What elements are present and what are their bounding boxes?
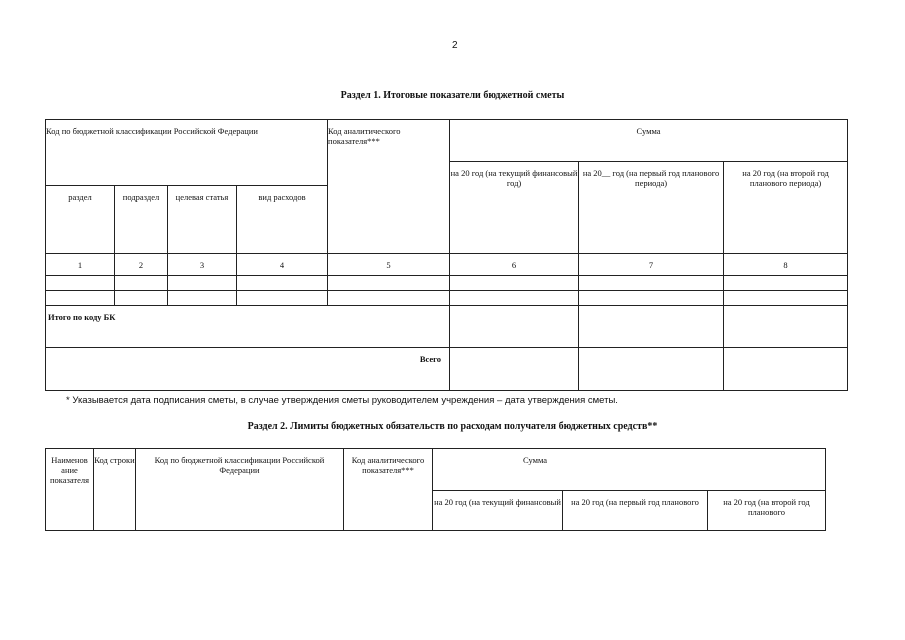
header-target: целевая статья [168,186,237,254]
page-number: 2 [452,40,458,51]
section1-table [45,119,848,391]
header-analytic-code: Код аналитического показателя*** [344,449,433,531]
col-number: 7 [579,254,724,276]
col-number: 1 [46,254,115,276]
header-year-second: на 20 год (на второй год планового [708,491,826,531]
header-line-code: Код строки [94,449,136,531]
header-razdel: раздел [46,186,115,254]
header-year-current: на 20 год (на текущий финансовый год) [450,162,579,254]
header-bk-code: Код по бюджетной классификации Российской Федерации [46,120,328,186]
section2-table [45,448,826,531]
header-expense-type: вид расходов [237,186,328,254]
header-year-current: на 20 год (на текущий финансовый [433,491,563,531]
col-number: 2 [115,254,168,276]
header-sum: Сумма [433,449,826,491]
header-bk-code: Код по бюджетной классификации Российской Федерации [136,449,344,531]
header-podrazdel: подраздел [115,186,168,254]
table-row [46,276,848,291]
col-number: 5 [328,254,450,276]
total-all-label: Всего [46,348,450,391]
header-year-first: на 20 год (на первый год планового [563,491,708,531]
header-year-first: на 20__ год (на первый год планового периода) [579,162,724,254]
total-bk-label: Итого по коду БК [46,306,450,348]
header-name: Наименов ание показателя [46,449,94,531]
col-number: 8 [724,254,848,276]
col-number: 3 [168,254,237,276]
header-sum: Сумма [450,120,848,162]
col-number: 4 [237,254,328,276]
footnote: * Указывается дата подписания сметы, в случае утверждения сметы руководителем учреждения – дата утверждения сметы. [66,395,618,406]
header-analytic-code: Код аналитического показателя*** [328,120,450,254]
section1-title: Раздел 1. Итоговые показатели бюджетной сметы [340,90,565,101]
header-year-second: на 20 год (на второй год планового периода) [724,162,848,254]
table-row [46,291,848,306]
section2-title: Раздел 2. Лимиты бюджетных обязательств по расходам получателя бюджетных средств** [247,421,658,432]
col-number: 6 [450,254,579,276]
